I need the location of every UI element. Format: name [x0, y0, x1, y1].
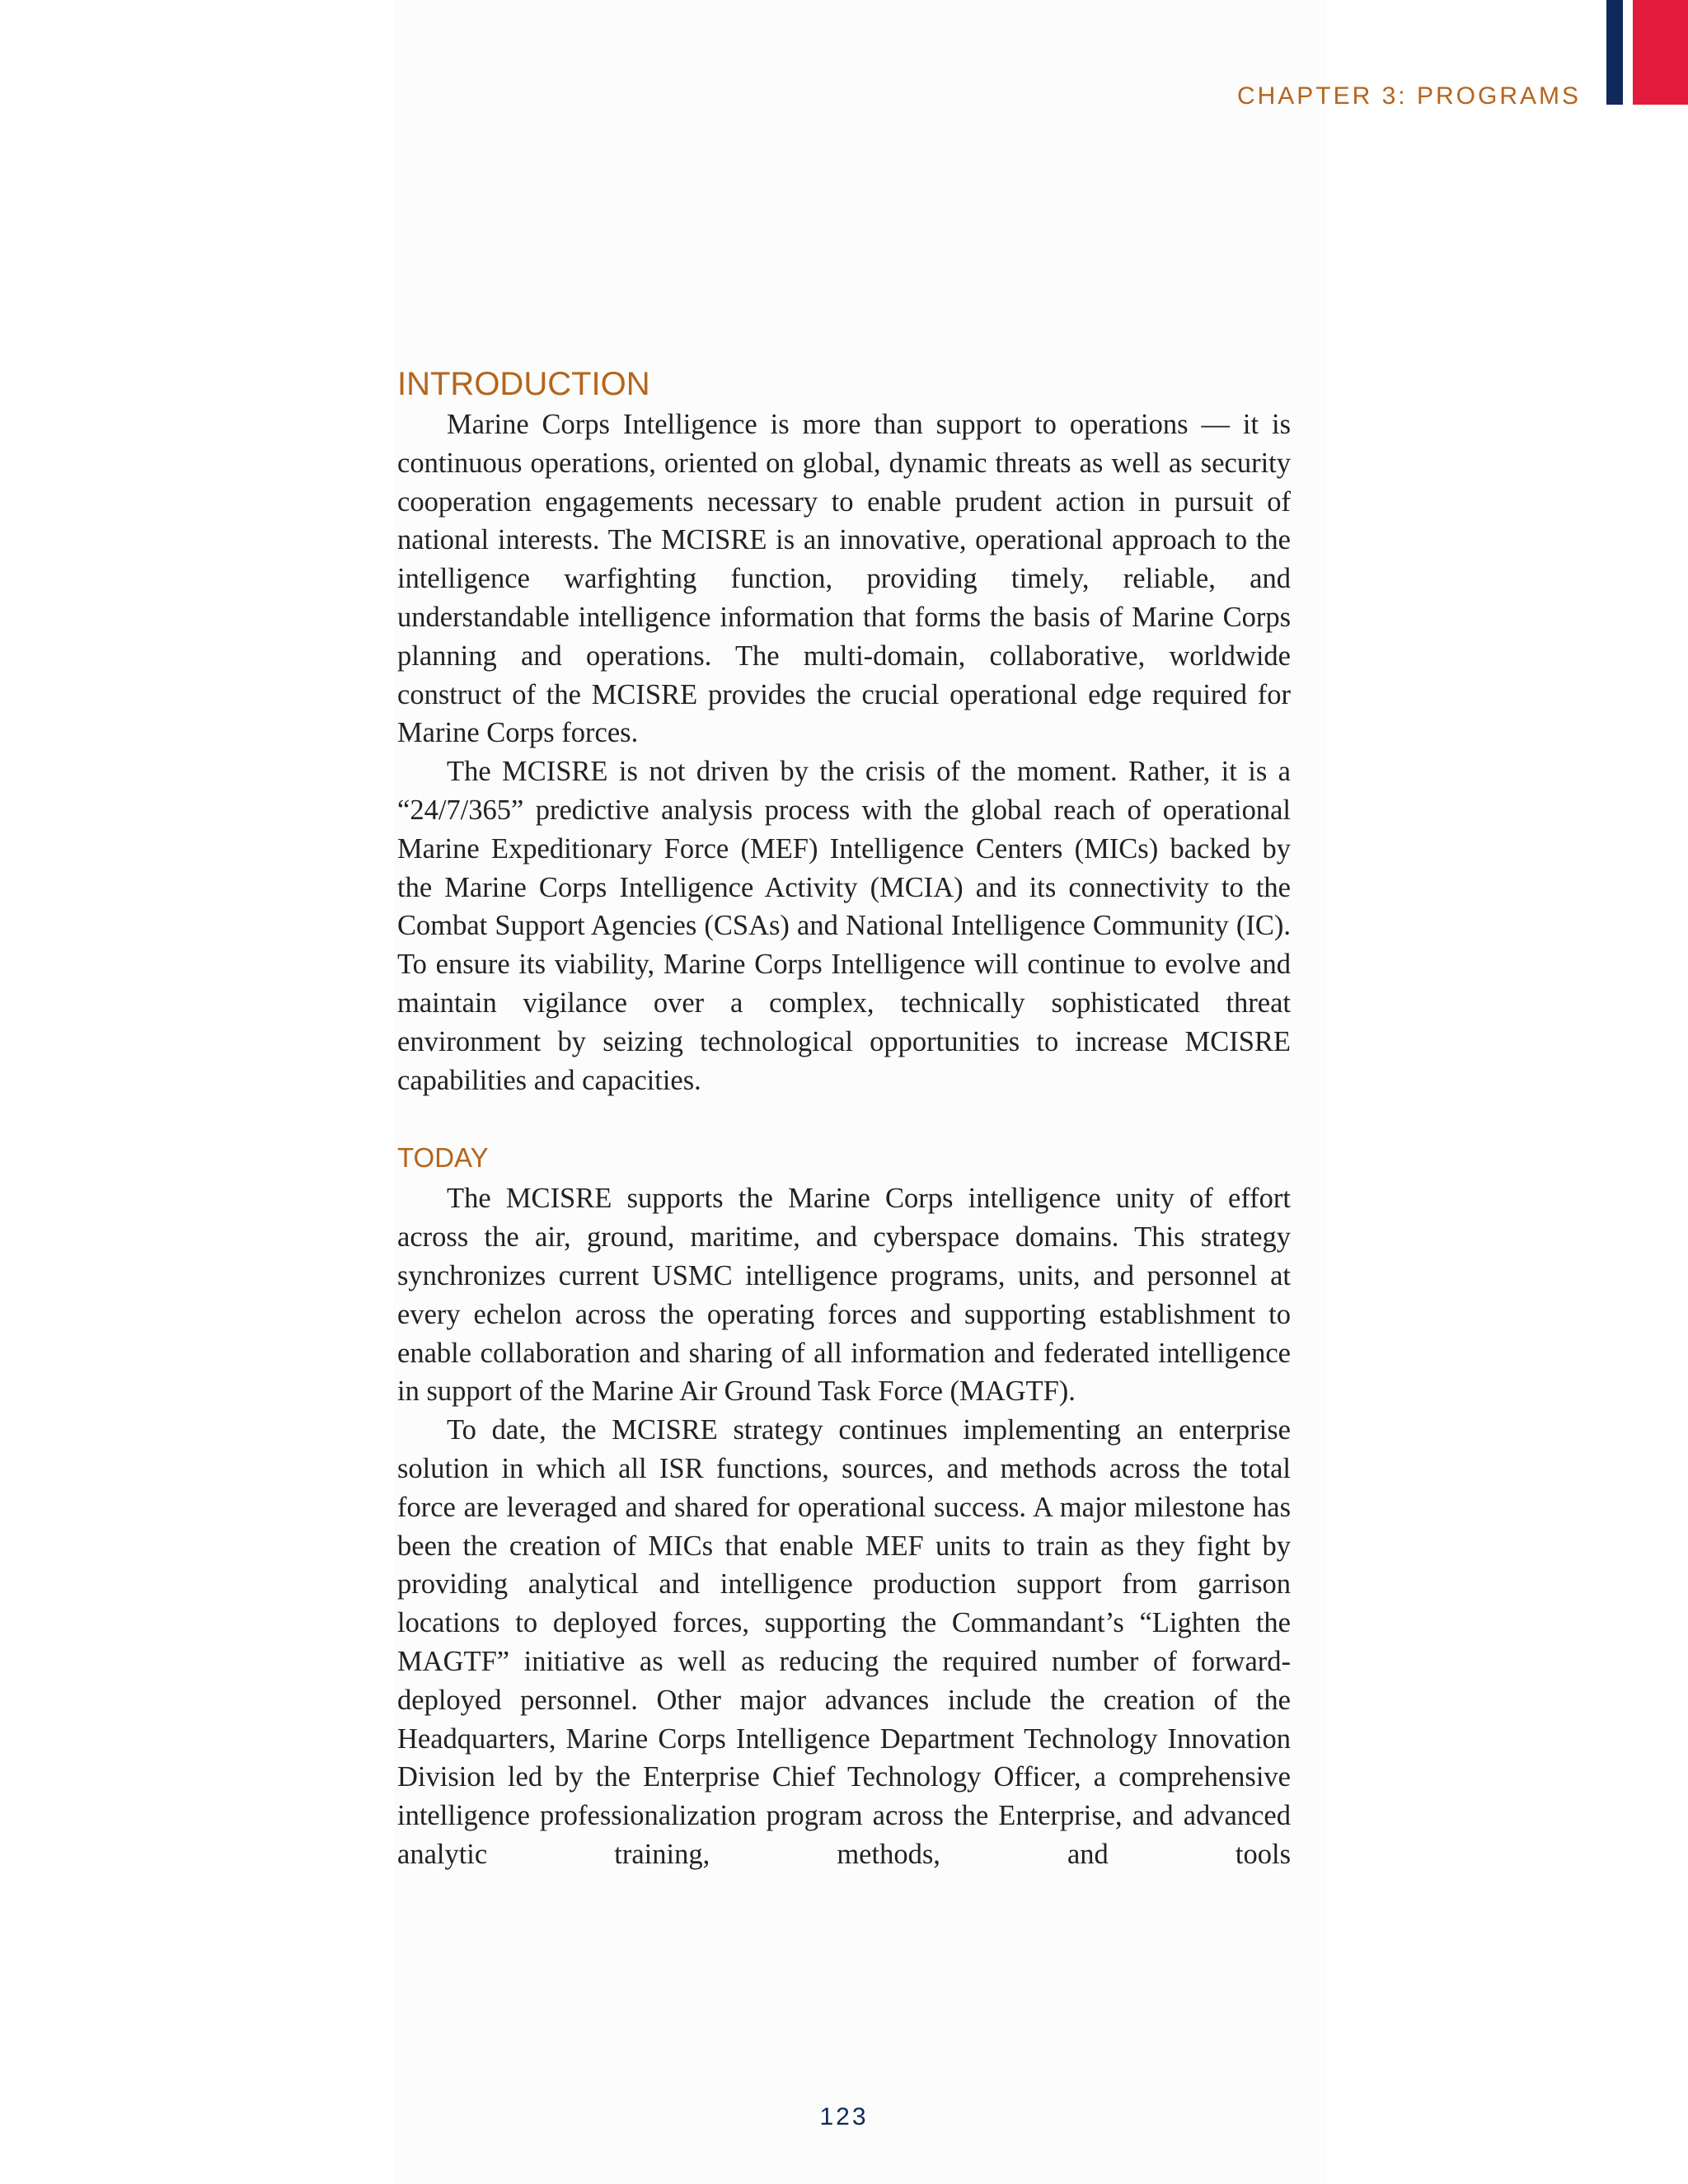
main-content — [397, 363, 1291, 1874]
flag-stripe-red — [1633, 0, 1688, 105]
paragraph: The MCISRE is not driven by the crisis of the moment. Rather, it is a “24/7/365” predictive analysis process with the global reach of operational Marine Expeditionary Force (MEF) Intelligence Centers (MICs) backed by the Marine Corps Intelligence Activity (MCIA) and its connectivity to the Combat Support Agencies (CSAs) and National Intelligence Community (IC). To ensure its viability, Marine Corps Intelligence will continue to evolve and maintain vigilance over a complex, technically sophisticated threat environment by seizing technological opportunities to increase MCISRE capabilities and capacities. — [397, 756, 1291, 1096]
today-section — [397, 1137, 1291, 1873]
paragraph: Marine Corps Intelligence is more than support to operations — it is continuous operations, oriented on global, dynamic threats as well as security cooperation engagements necessary to enable prudent action in pursuit of national interests. The MCISRE is an innovative, operational approach to the intelligence warfighting function, providing timely, reliable, and understandable intelligence information that forms the basis of Marine Corps planning and operations. The multi-domain, collaborative, worldwide construct of the MCISRE provides the crucial operational edge required for Marine Corps forces. — [397, 409, 1291, 749]
section-heading-today: TODAY — [397, 1142, 489, 1174]
paragraph: The MCISRE supports the Marine Corps intelligence unity of effort across the air, ground, maritime, and cyberspace domains. This strategy synchronizes current USMC intelligence programs, units, and personnel at every echelon across the operating forces and supporting establishment to enable collaboration and sharing of all information and federated intelligence in support of the Marine Air Ground Task Force (MAGTF). — [397, 1183, 1291, 1408]
section-heading-introduction: INTRODUCTION — [397, 366, 650, 402]
flag-stripe-white — [1623, 0, 1633, 105]
flag-stripe-navy — [1606, 0, 1623, 105]
chapter-header: CHAPTER 3: PROGRAMS — [1236, 82, 1581, 110]
page-number: 123 — [819, 2103, 869, 2130]
introduction-section — [397, 363, 1291, 1099]
paragraph: To date, the MCISRE strategy continues implementing an enterprise solution in which all ISR functions, sources, and methods across the total force are leveraged and shared for operational success. A major milestone has been the creation of MICs that enable MEF units to train as they fight by providing analytical and intelligence production support from garrison locations to deployed forces, supporting the Commandant’s “Lighten the MAGTF” initiative as well as reducing the required number of forward-deployed personnel. Other major advances include the creation of the Headquarters, Marine Corps Intelligence Department Technology Innovation Division led by the Enterprise Chief Technology Officer, a comprehensive intelligence professionalization program across the Enterprise, and advanced analytic training, methods, and tools — [397, 1414, 1291, 1870]
